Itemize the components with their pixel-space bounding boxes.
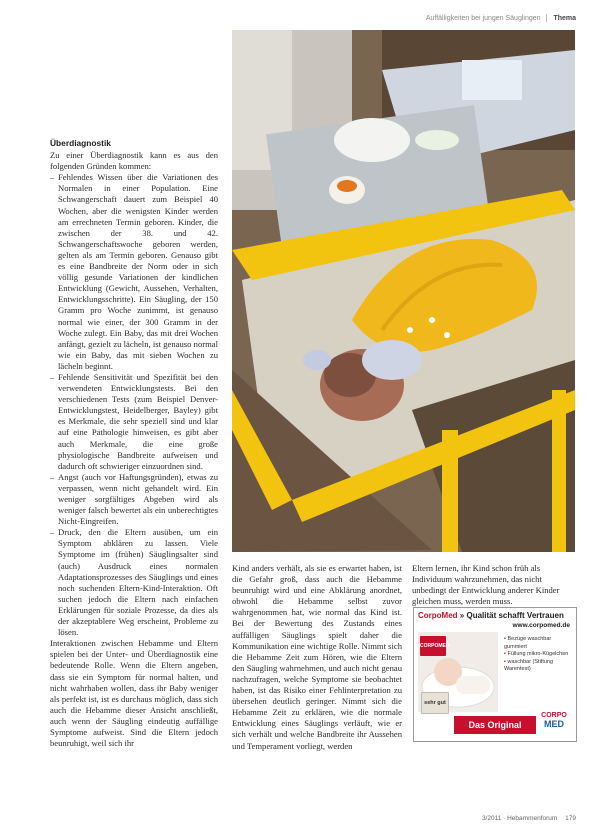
text-column-3 [412, 563, 575, 613]
page-number: 179 [565, 815, 576, 822]
body-paragraph: Interaktionen zwischen Hebamme und Eltern spielen bei der Unter- und Überdiagnostik eine bedeutende Rolle. Wenn die Eltern angeben, dass sie ein Symptom für normal halten, und nicht wahrhaben wollen, dass ihr Baby weniger als perfekt ist, ist es durchaus möglich, dass sich auch die Hebamme dieser Ansicht anschließt, auch wenn der Säugling eindeutig auffällige Symptome aufweist. Sind die Eltern jedoch beunruhigt, weil sich ihr [50, 638, 218, 749]
ad-headline-row: CorpoMed » Qualität schafft Vertrauen [418, 611, 564, 620]
body-paragraph: Kind anders verhält, als sie es erwartet haben, ist die Gefahr groß, dass auch die Hebamme beunruhigt wird und eine Abklärung anordnet, obwohl die Hebamme selbst zuvor wahrgenommen hat, wie normal das Kind ist. Bei der Bewertung des Zustands eines auffälligen Säuglings spielt daher die Kommunikation eine wichtige Rolle. Nimmt sich die Hebamme Zeit zum Hören, wie die Eltern den Säugling wahrnehmen, und auch nicht genau nachzufragen, welche Symptome sie beobachtet haben, ist das Risiko einer Fehlinterpretation zu übersehen deutlich geringer. Nimmt sich die Hebamme Zeit zu erklären, wie die normale Entwicklung eines Säuglings verläuft, wie er sich verhält und welche Bandbreite ihr Aussehen und Temperament vorliegt, werden [232, 563, 402, 751]
ad-feature: ▪ Füllung mikro-Kügelchen [504, 651, 574, 659]
ad-logo-top: CORPO [541, 712, 567, 719]
list-item: – Fehlendes Wissen über die Variationen des Normalen in einer Population. Eine Schwangerschaft dauert zum Beispiel 40 Wochen, aber die wenigsten Kinder werden am errechneten Termin geboren. Kinder, die zwischen der 38. und 42. Schwangerschaftswoche geboren werden, gelten als am Termin geboren. Genauso gibt es eine Bandbreite der Norm oder in sich völlig gesunde Variationen der kindlichen Entwicklung (Gewicht, Aussehen, Verhalten, Entwicklungsschritte). Ein Säugling, der 150 Gramm pro Woche zunimmt, ist genauso normal wie einer, der 300 Gramm in der Woche zulegt. Ein Baby, das mit drei Wochen anfängt, gezielt zu lächeln, ist genauso normal wie ein Baby, das mit sieben Wochen zu lächeln beginnt. [50, 172, 218, 372]
list-item: – Druck, den die Eltern ausüben, um ein Symptom abklären zu lassen. Viele Symptome im (frühen) Säuglingsalter sind (auch) Ausdruck eines normalen Adaptationsprozesses des Säuglings und eines noch suchenden Eltern-Kind-Interaktion. Oft suchen jedoch die Eltern nach einfachen Erklärungen für soziale Prozesse, da dies als der akzeptablere Weg erscheint, Probleme zu lösen. [50, 527, 218, 638]
running-title: Auffälligkeiten bei jungen Säuglingen [425, 14, 541, 22]
ad-pack-label: CORPOMED [420, 636, 446, 656]
header-separator [546, 14, 547, 22]
section-label: Thema [553, 14, 576, 22]
ad-feature-list [504, 636, 574, 674]
page-footer [482, 815, 576, 822]
ad-rating-badge: sehr gut [421, 692, 449, 714]
body-paragraph: Eltern lernen, ihr Kind schon früh als Individuum wahrzunehmen, das nicht unbedingt der Entwicklung anderer Kinder gleichen muss, werden muss. [412, 563, 560, 607]
list-item: – Angst (auch vor Haftungsgründen), etwas zu verpassen, wenn nicht gehandelt wird. Ein weniger sorgfältiges Abgeben wird als weniger falsch bewertet als ein unberechtigtes Nicht-Eingreifen. [50, 472, 218, 527]
ad-logo [537, 712, 571, 738]
newborn-photo-illustration [232, 30, 575, 552]
ad-url[interactable]: www.corpomed.de [512, 622, 570, 629]
ad-original-banner: Das Original [454, 716, 536, 734]
section-headline: Überdiagnostik [50, 138, 111, 148]
ad-feature: ▪ Bezüge waschbar gummiert [504, 636, 574, 651]
ad-brand: CorpoMed [418, 611, 458, 620]
text-column-2 [232, 563, 402, 818]
ad-feature: ▪ waschbar (Stiftung Warentest) [504, 659, 574, 674]
advertisement[interactable] [413, 607, 577, 742]
running-header [426, 14, 576, 22]
newborn-photo [232, 30, 575, 552]
list-item: – Fehlende Sensitivität und Spezifität bei den verwendeten Entwicklungstests. Bei den verschiedenen Tests (zum Beispiel Denver-Entwicklungstest, Heidelberger, Bayley) gibt es Merkmale, die sehr speziell sind und klar auf eine Pathologie hinweisen, es gibt aber auch Merkmale, die eine große physiologische Bandbreite aufweisen und dadurch oft schwieriger einzuordnen sind. [50, 372, 218, 472]
intro-paragraph: Zu einer Überdiagnostik kann es aus den folgenden Gründen kommen: [50, 150, 218, 172]
reasons-list [50, 172, 218, 638]
text-column-1 [50, 138, 218, 818]
issue-label: 3/2011 · Hebammenforum [481, 815, 558, 822]
ad-logo-bottom: MED [544, 719, 564, 729]
ad-headline: Qualität schafft Vertrauen [466, 611, 564, 620]
